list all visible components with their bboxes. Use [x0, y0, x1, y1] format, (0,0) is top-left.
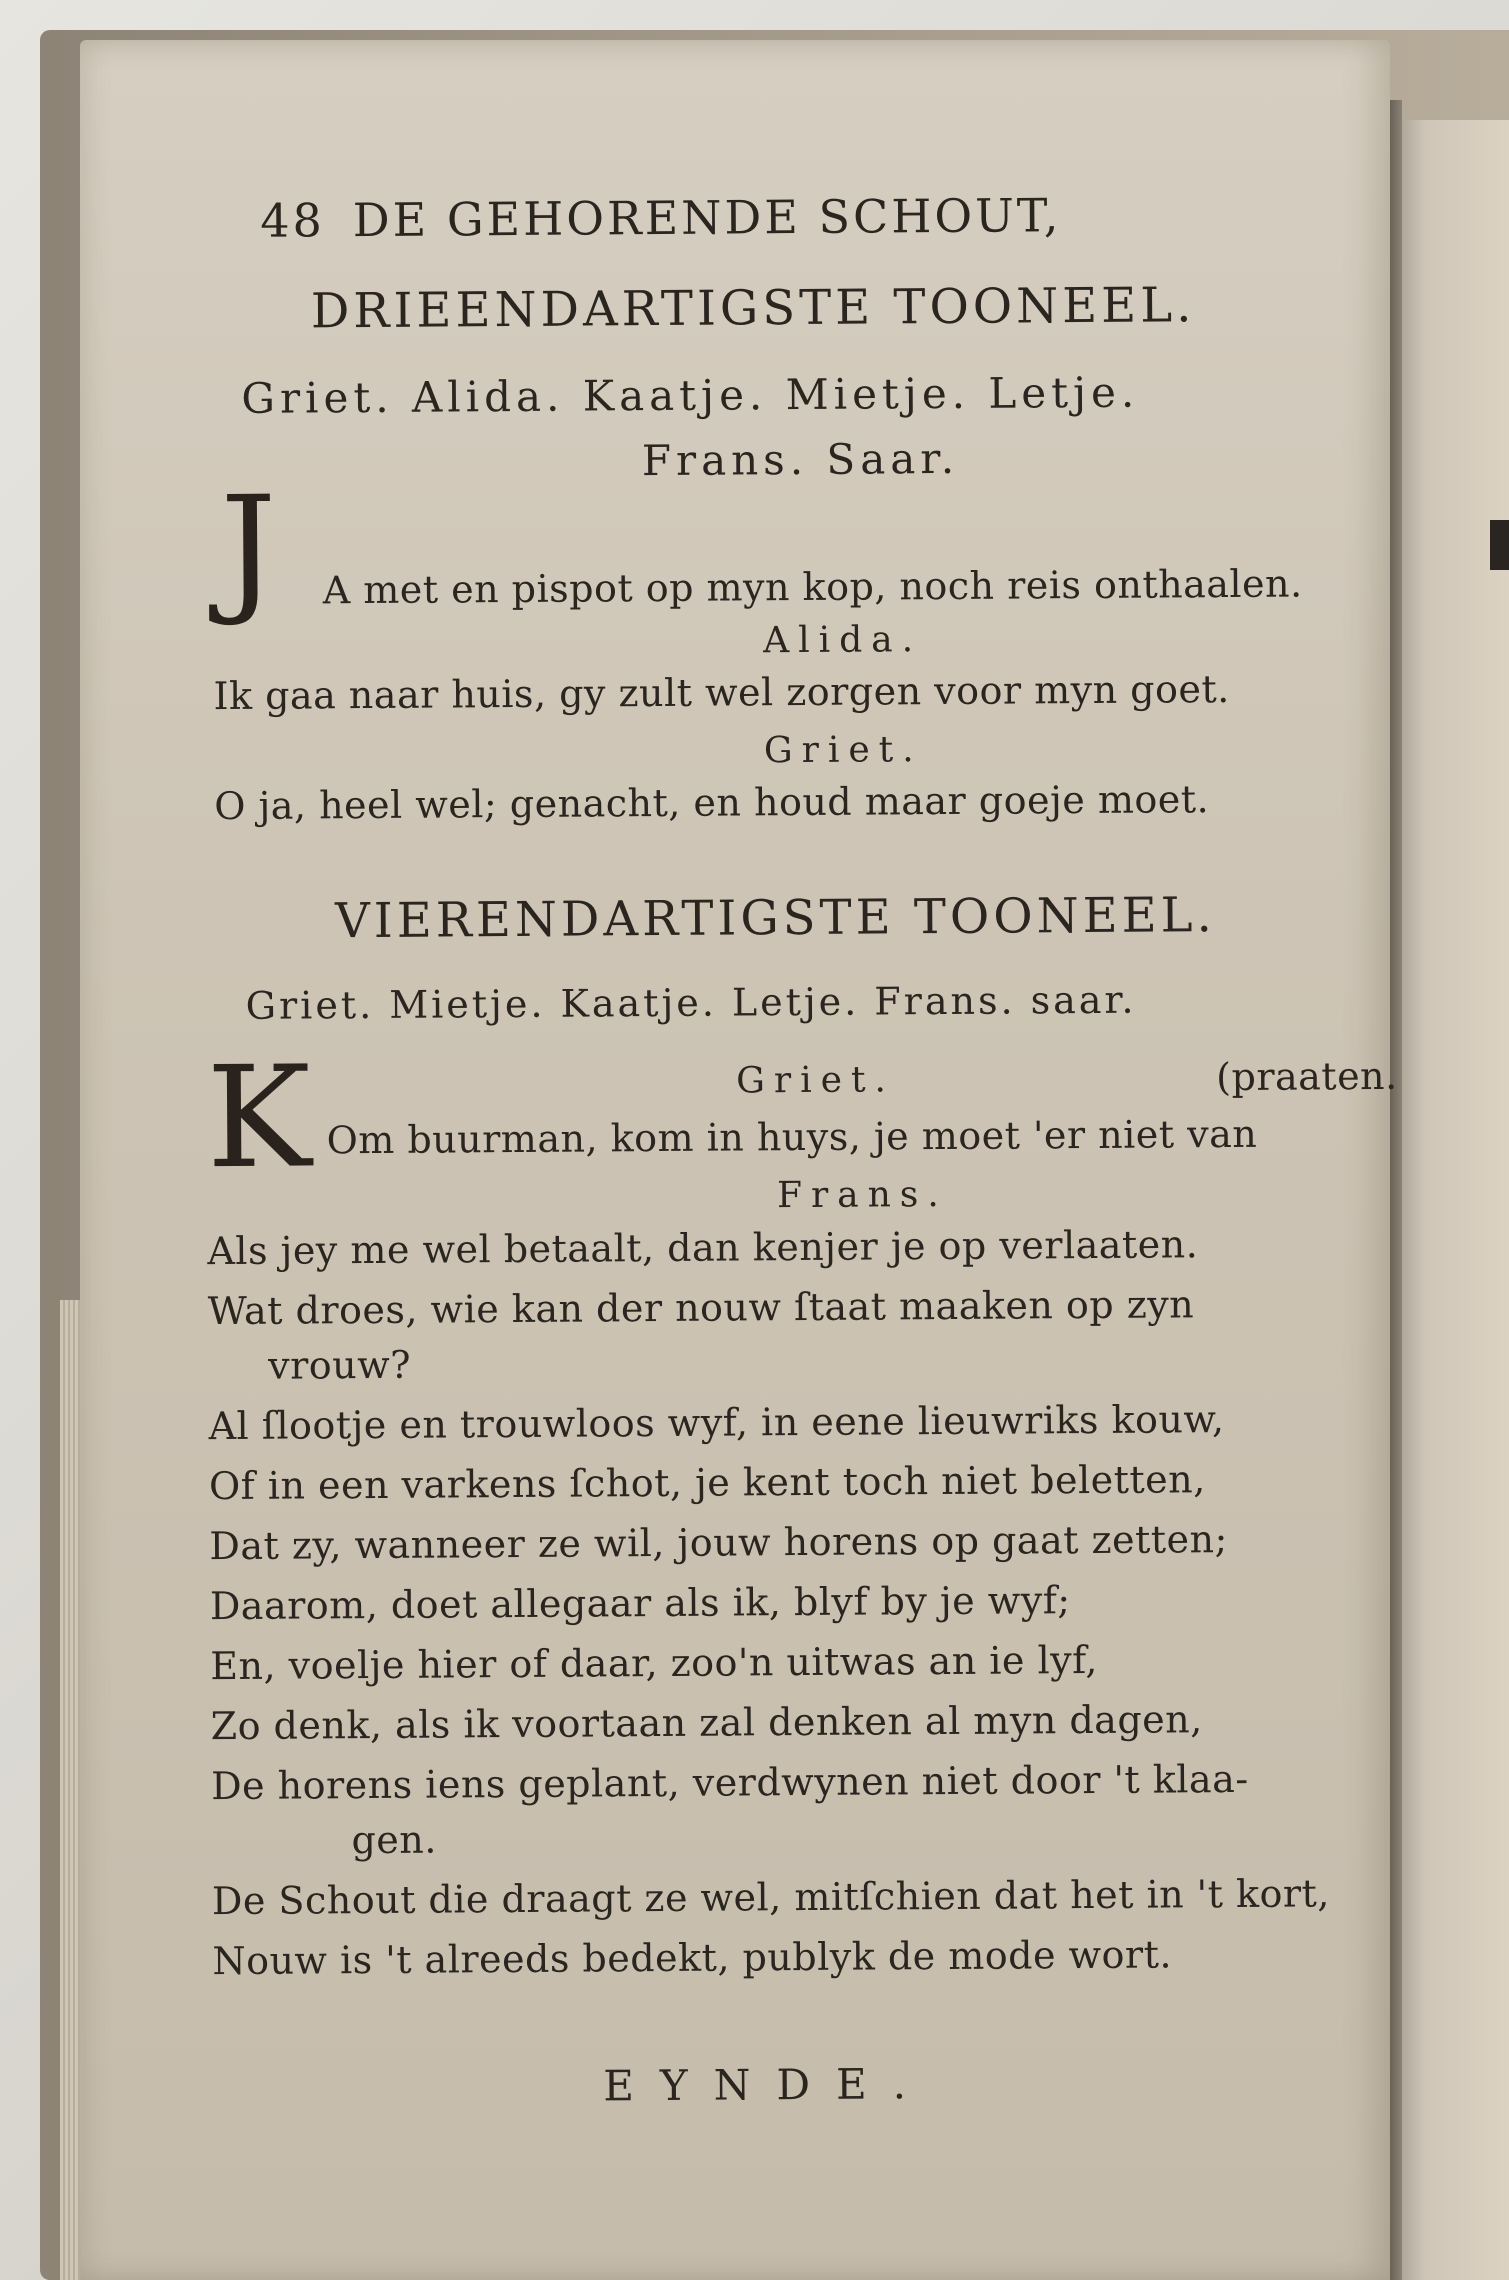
speaker-name: Frans.	[776, 1173, 948, 1217]
verse-line: Zo denk, als ik voortaan zal denken al myn dagen,	[210, 1697, 1203, 1749]
page-text	[200, 186, 1400, 2111]
verse-line: Als jey me wel betaalt, dan kenjer je op verlaaten.	[207, 1222, 1199, 1274]
verse-line: Wat droes, wie kan der nouw ſtaat maaken op zyn	[207, 1282, 1195, 1334]
drop-cap: K	[205, 1036, 312, 1201]
running-header	[260, 188, 1062, 248]
verse-line: Nouw is 't alreeds bedekt, publyk de mode wort.	[212, 1932, 1173, 1984]
verse-line: Ik gaa naar huis, gy zult wel zorgen voor myn goet.	[213, 667, 1230, 719]
book-page	[80, 40, 1398, 2280]
scene-title: VIERENDARTIGSTE TOONEEL.	[334, 887, 1217, 950]
verse-line: Daarom, doet allegaar als ik, blyf by je wyf;	[209, 1578, 1071, 1629]
verse-line: Om buurman, kom in huys, je moet 'er niet van	[326, 1111, 1258, 1163]
verse-line: O ja, heel wel; genacht, en houd maar goeje moet.	[214, 777, 1210, 829]
facing-page	[1395, 120, 1509, 2280]
page-number: 48	[260, 193, 325, 248]
verse-line: A met en pispot op myn kop, noch reis onthaalen.	[322, 561, 1303, 613]
verse-line: vrouw?	[268, 1342, 412, 1388]
verse-line: gen.	[351, 1817, 438, 1863]
scene-title: DRIEENDARTIGSTE TOONEEL.	[310, 277, 1196, 340]
page-edges	[60, 1300, 82, 2280]
speaker-name: Griet.	[736, 1059, 896, 1102]
verse-line: Al ſlootje en trouwloos wyf, in eene lieuwriks kouw,	[208, 1397, 1225, 1449]
drop-cap: J	[219, 466, 278, 631]
verse-overflow: (praaten.	[1216, 1053, 1398, 1100]
colophon-eynde: EYNDE.	[603, 2059, 933, 2111]
verse-line: Of in een varkens ſchot, je kent toch niet beletten,	[208, 1457, 1206, 1509]
verse-line: De horens iens geplant, verdwynen niet door 't klaa-	[210, 1756, 1249, 1809]
cast-list: Griet. Mietje. Kaatje. Letje. Frans. saar.	[245, 977, 1137, 1028]
verse-line: Dat zy, wanneer ze wil, jouw horens op gaat zetten;	[209, 1517, 1228, 1569]
cast-list: Griet. Alida. Kaatje. Mietje. Letje.	[241, 367, 1140, 423]
cast-list-continued: Frans. Saar.	[641, 433, 960, 486]
verse-line: De Schout die draagt ze wel, mitſchien dat het in 't kort,	[211, 1871, 1331, 1924]
facing-page-text-fragment	[1490, 520, 1509, 570]
speaker-name: Griet.	[763, 729, 923, 772]
speaker-name: Alida.	[763, 619, 923, 662]
verse-line: En, voelje hier of daar, zoo'n uitwas an ie lyf,	[210, 1637, 1099, 1689]
running-head-title: DE GEHORENDE SCHOUT,	[352, 188, 1062, 248]
